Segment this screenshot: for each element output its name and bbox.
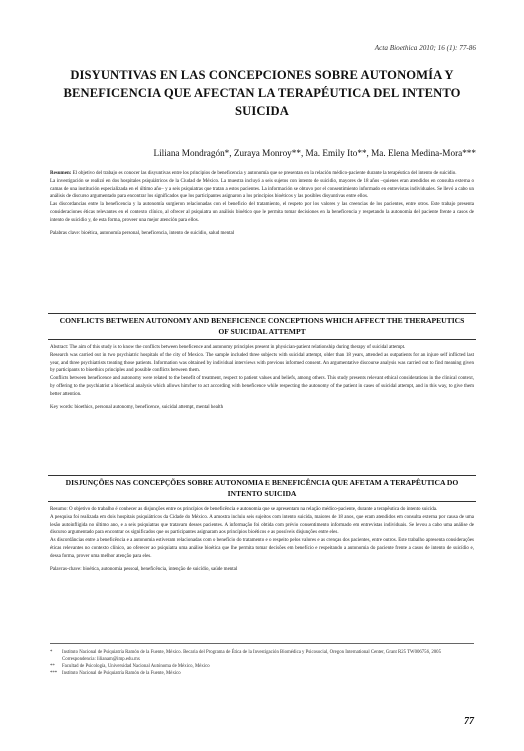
article-title: DISYUNTIVAS EN LAS CONCEPCIONES SOBRE AUTONOMÍA Y BENEFICENCIA QUE AFECTAN LA TERAPÉUTICA DEL INTENTO SUICIDA bbox=[63, 68, 461, 118]
keywords: Palavras-chave: bioética, autonomia pessoal, beneficência, intenção de suicídio, saúde mental bbox=[50, 566, 238, 572]
keywords: Palabras clave: bioética, autonomía personal, beneficencia, intento de suicidio, salud mental bbox=[50, 230, 235, 236]
abstract-paragraph: Resumo: O objetivo do trabalho é conhecer as disjunções entre os princípios de beneficência e autonomia que se apresentam na relação médico-paciente, durante a terapêutica do intento suicida. bbox=[50, 507, 438, 512]
keywords: Key words: bioethics, personal autonomy, beneficence, suicidal attempt, mental health bbox=[50, 404, 224, 410]
english-section-heading: CONFLICTS BETWEEN AUTONOMY AND BENEFICENCE CONCEPTIONS WHICH AFFECT THE THERAPEUTICS OF SUICIDAL ATTEMPT bbox=[48, 313, 476, 340]
abstract-lead: Resumen: bbox=[50, 171, 72, 176]
english-abstract bbox=[50, 344, 474, 411]
running-head: Acta Bioethica 2010; 16 (1): 77-86 bbox=[374, 44, 476, 52]
footnote-text: Facultad de Psicología, Universidad Nacional Autónoma de México, México bbox=[62, 664, 210, 669]
abstract-paragraph bbox=[50, 170, 474, 178]
footnote-mark bbox=[50, 656, 62, 663]
footnote-text: Correspondencia: lilianam@imp.edu.mx bbox=[62, 657, 141, 662]
portuguese-section-heading: DISJUNÇÕES NAS CONCEPÇÕES SOBRE AUTONOMIA E BENEFICÊNCIA QUE AFETAM A TERAPÊUTICA DO INTENTO SUICIDA bbox=[48, 475, 476, 502]
footnote-text: Instituto Nacional de Psiquiatría Ramón de la Fuente, México. Becaria del Programa de Ética de la Investigación Biomédica y Psicosocial, Oregon International Center, Grant R25 TW006756, 2005 bbox=[62, 650, 441, 655]
footnote-mark: *** bbox=[50, 671, 58, 676]
footnote bbox=[50, 663, 474, 670]
abstract-paragraph: Las discordancias entre la beneficencia y la autonomía surgieron relacionadas con el beneficio del tratamiento, el respeto por los valores y las creencias de los pacientes, entre otros. Este trabajo presenta consideraciones éticas relevantes en el contexto clínico, al ofrecer al psiquiatra un análisis bioético que le permita tomar decisiones en la beneficencia y respetando la autonomía del paciente frente a casos de intento de suicidio y, de esta forma, proveer una mejor atención para ellos. bbox=[50, 202, 474, 223]
abstract-paragraph: A pesquisa foi realizada em dois hospitais psiquiátricos da Cidade do México. A amostra incluiu seis sujeitos com intento suicida, maiores de 18 anos, que eram atendidos em consulta externa por causa de uma lesão autoinfligida no último ano, e a seis psiquiatras que tratavam desses pacientes. A informação foi obtida com prévio consentimento informado em entrevistas individuais. Se levou a cabo uma análise de discurso argumentado para encontrar os significados que os participantes asignaram aos princípios bioéticos e as possíveis disjunções entre eles. bbox=[50, 514, 474, 536]
abstract-paragraph: Abstract: The aim of this study is to know the conflicts between beneficence and autonomy principles present in physician-patient relationship during therapy of suicidal attempt. bbox=[50, 345, 406, 350]
footnote-mark: ** bbox=[50, 664, 55, 669]
footnote bbox=[50, 649, 474, 656]
abstract-paragraph: As discordâncias entre a beneficência e a autonomia estiveram relacionadas com o benefício do tratamento e o respeito pelos valores e as crenças dos pacientes, entre outros. Este trabalho apresenta considerações éticas relevantes no contexto clínico, ao oferecer ao psiquiatra uma análise bioética que lhe permita tomar decisões em benefício e respeitando a autonomia do paciente frente a casos de intento de suicídio e, dessa forma, prover uma melhor atenção para eles. bbox=[50, 538, 474, 559]
abstract-paragraph: Research was carried out in two psychiatric hospitals of the city of Mexico. The sample included three subjects with suicidal attempt, older than 18 years, attended as outpatients for an injure self inflicted last year, and three psychiatrists treating those patients. Information was obtained by individual interviews with previous informed consent. An argumentative discourse analysis was carried out to find meaning given by participants to bioethics principles and possible conflicts between them. bbox=[50, 352, 474, 374]
footnotes bbox=[50, 643, 474, 677]
footnote-mark: * bbox=[50, 650, 53, 655]
page-number: 77 bbox=[464, 716, 474, 727]
abstract-text: El objetivo del trabajo es conocer las disyuntivas entre los principios de beneficencia y autonomía que se presentan en la relación médico-paciente durante la terapéutica del intento de suicidio. bbox=[72, 171, 457, 176]
abstract-paragraph: Conflicts between beneficence and autonomy were related to the benefit of treatment, respect to patient values and beliefs, among others. This study presents relevant ethical considerations in the clinical context, by offering to the psychiatrist a bioethical analysis which allows him/her to act according with beneficence while respecting the autonomy of the patient in cases of suicidal attempt, and in this way, to give them better attention. bbox=[50, 376, 474, 397]
footnote bbox=[50, 656, 474, 663]
spanish-abstract bbox=[50, 170, 474, 237]
portuguese-abstract bbox=[50, 506, 474, 573]
abstract-paragraph: La investigación se realizó en dos hospitales psiquiátricos de la Ciudad de México. La muestra incluyó a seis sujetos con intento de suicidio, mayores de 18 años –quienes eran atendidos en consulta externa o camas de una institución especializada en el último año– y a seis psiquiatras que tratan a estos pacientes. La información se obtuvo por el consentimiento informado en entrevistas individuales. Se llevó a cabo un análisis de discurso argumentado para encontrar los significados que los participantes asignaron a los principios bioéticos y las posibles disyuntivas entre ellos. bbox=[50, 178, 474, 200]
footnote bbox=[50, 670, 474, 677]
author-list: Liliana Mondragón*, Zuraya Monroy**, Ma. Emily Ito**, Ma. Elena Medina-Mora*** bbox=[153, 148, 476, 158]
footnote-text: Instituto Nacional de Psiquiatría Ramón de la Fuente, México bbox=[62, 671, 181, 676]
